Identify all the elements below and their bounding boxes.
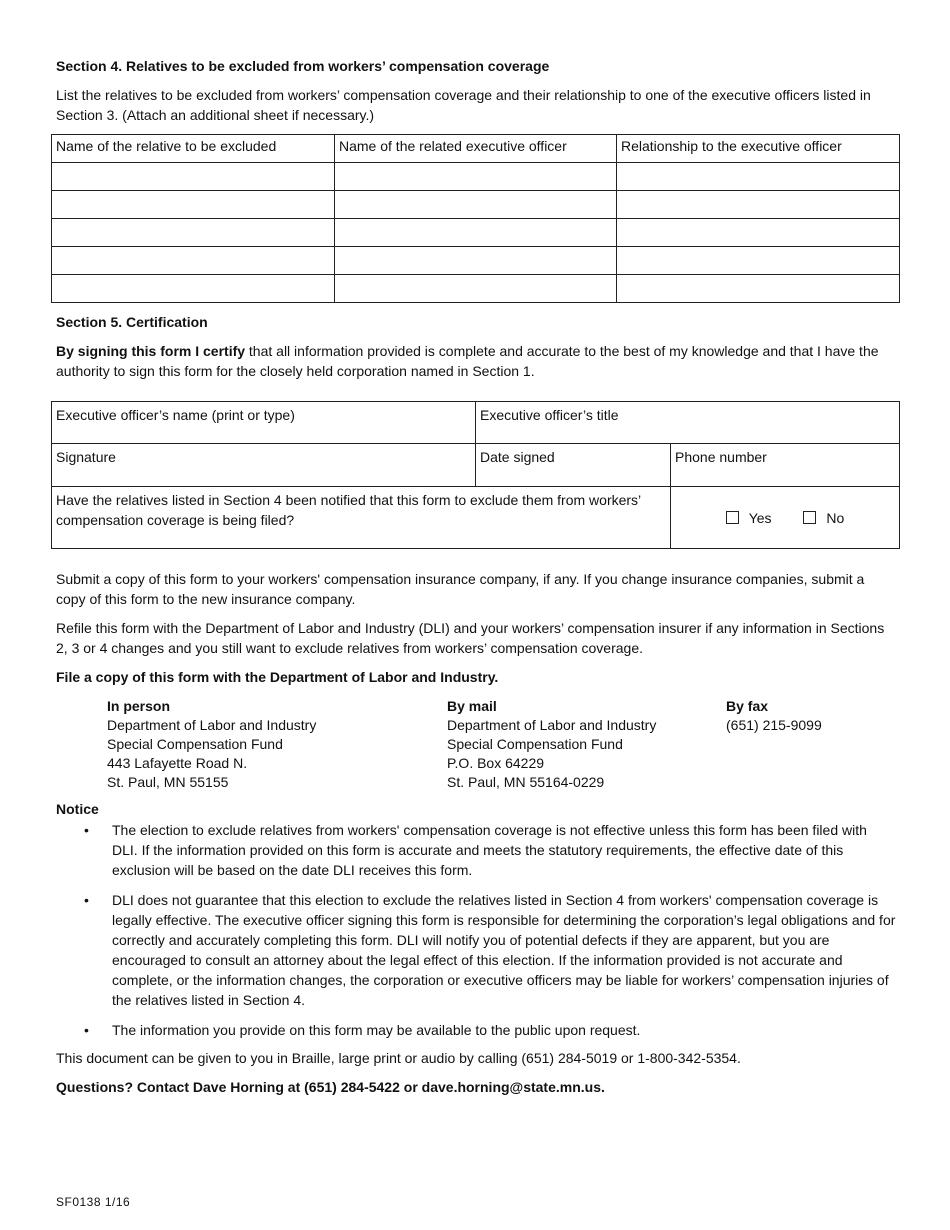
table-row bbox=[52, 275, 900, 303]
officer-title-label: Executive officer’s title bbox=[480, 407, 619, 423]
relative-name-cell[interactable] bbox=[52, 275, 335, 303]
officer-name-cell[interactable] bbox=[335, 275, 617, 303]
signature-field[interactable] bbox=[52, 444, 476, 487]
address-line: Special Compensation Fund bbox=[447, 736, 623, 752]
certification-table bbox=[51, 401, 900, 549]
section4-instructions: List the relatives to be excluded from workers’ compensation coverage and their relationship to one of the executive officers listed in Section 3. (Attach an additional sheet if necessary.) bbox=[56, 87, 871, 123]
relative-name-cell[interactable] bbox=[52, 163, 335, 191]
file-copy-heading: File a copy of this form with the Department of Labor and Industry. bbox=[56, 669, 499, 685]
address-line: St. Paul, MN 55164-0229 bbox=[447, 774, 605, 790]
address-line: P.O. Box 64229 bbox=[447, 755, 545, 771]
certification-statement bbox=[56, 341, 896, 381]
relationship-cell[interactable] bbox=[617, 247, 900, 275]
notified-answer bbox=[671, 487, 900, 549]
relationship-cell[interactable] bbox=[617, 275, 900, 303]
refile-instructions: Refile this form with the Department of Labor and Industry (DLI) and your workers’ compensation insurer if any information in Sections 2, 3 or 4 changes and you still want to exclude relatives from workers’ compensation coverage. bbox=[56, 620, 885, 656]
yes-checkbox[interactable] bbox=[726, 511, 739, 524]
yes-option[interactable] bbox=[726, 510, 772, 526]
by-mail-address bbox=[447, 697, 656, 792]
list-item: • The information you provide on this form may be available to the public upon request. bbox=[84, 1022, 641, 1038]
form-id: SF0138 1/16 bbox=[56, 1195, 131, 1209]
officer-title-field[interactable] bbox=[476, 402, 900, 444]
in-person-label: In person bbox=[107, 698, 171, 714]
table-row bbox=[52, 163, 900, 191]
table-row bbox=[52, 219, 900, 247]
column-header-officer: Name of the related executive officer bbox=[335, 135, 617, 163]
phone-number-field[interactable] bbox=[671, 444, 900, 487]
signature-label: Signature bbox=[56, 449, 116, 465]
by-fax-address bbox=[726, 697, 822, 735]
list-item: • DLI does not guarantee that this election to exclude the relatives listed in Section 4 from workers' compensation coverage is legally effective. The executive officer signing this form is responsible for determining the corporation’s legal obligations and for correctly and accurately completing this form. DLI will notify you of potential defects if they are apparent, but you are encouraged to consult an attorney about the legal effect of this election. If the information provided is not accurate and complete, or the information changes, the corporation or executive officers may be liable for workers’ compensation injuries of the relatives listed in Section 4. bbox=[84, 892, 896, 1008]
braille-notice: This document can be given to you in Braille, large print or audio by calling (651) 284-5019 or 1-800-342-5354. bbox=[56, 1050, 741, 1066]
table-row bbox=[52, 191, 900, 219]
yes-label: Yes bbox=[748, 509, 772, 526]
questions-contact: Questions? Contact Dave Horning at (651) 284-5422 or dave.horning@state.mn.us. bbox=[56, 1079, 605, 1095]
relative-name-cell[interactable] bbox=[52, 191, 335, 219]
bullet-icon: • bbox=[84, 892, 89, 908]
officer-name-field[interactable] bbox=[52, 402, 476, 444]
relationship-cell[interactable] bbox=[617, 163, 900, 191]
column-header-relationship: Relationship to the executive officer bbox=[617, 135, 900, 163]
no-checkbox[interactable] bbox=[803, 511, 816, 524]
no-option[interactable] bbox=[803, 510, 844, 526]
relatives-table bbox=[51, 134, 900, 303]
section4-heading: Section 4. Relatives to be excluded from workers’ compensation coverage bbox=[56, 58, 550, 74]
section5-heading: Section 5. Certification bbox=[56, 314, 208, 330]
address-line: Special Compensation Fund bbox=[107, 736, 283, 752]
by-mail-label: By mail bbox=[447, 698, 497, 714]
certify-bold: By signing this form I certify bbox=[56, 343, 246, 359]
address-line: 443 Lafayette Road N. bbox=[107, 755, 248, 771]
fax-number: (651) 215-9099 bbox=[726, 717, 822, 733]
officer-name-cell[interactable] bbox=[335, 219, 617, 247]
officer-name-cell[interactable] bbox=[335, 191, 617, 219]
officer-name-cell[interactable] bbox=[335, 163, 617, 191]
table-row bbox=[52, 247, 900, 275]
officer-name-cell[interactable] bbox=[335, 247, 617, 275]
date-signed-field[interactable] bbox=[476, 444, 671, 487]
table-header-row bbox=[52, 135, 900, 163]
submit-instructions: Submit a copy of this form to your workers' compensation insurance company, if any. If you change insurance companies, submit a copy of this form to the new insurance company. bbox=[56, 571, 865, 607]
date-signed-label: Date signed bbox=[480, 449, 555, 465]
bullet-icon: • bbox=[84, 1022, 89, 1038]
phone-number-label: Phone number bbox=[675, 449, 767, 465]
relationship-cell[interactable] bbox=[617, 219, 900, 247]
address-line: Department of Labor and Industry bbox=[107, 717, 317, 733]
bullet-icon: • bbox=[84, 822, 89, 838]
certify-rest: that all information provided is complete and accurate to the best of my knowledge and that I have the authority to sign this form for the closely held corporation named in Section 1. bbox=[56, 343, 879, 379]
list-item: • The election to exclude relatives from workers' compensation coverage is not effective unless this form has been filed with DLI. If the information provided on this form is accurate and meets the statutory requirements, the effective date of this exclusion will be based on the date DLI receives this form. bbox=[84, 822, 867, 878]
column-header-relative: Name of the relative to be excluded bbox=[52, 135, 335, 163]
address-line: St. Paul, MN 55155 bbox=[107, 774, 229, 790]
officer-name-label: Executive officer’s name (print or type) bbox=[56, 407, 295, 423]
no-label: No bbox=[826, 509, 845, 526]
by-fax-label: By fax bbox=[726, 698, 769, 714]
address-line: Department of Labor and Industry bbox=[447, 717, 657, 733]
relative-name-cell[interactable] bbox=[52, 219, 335, 247]
notified-question: Have the relatives listed in Section 4 been notified that this form to exclude them from workers’ compensation coverage is being filed? bbox=[52, 487, 671, 549]
notice-list bbox=[56, 820, 896, 1050]
notice-heading: Notice bbox=[56, 801, 99, 817]
in-person-address bbox=[107, 697, 316, 792]
relative-name-cell[interactable] bbox=[52, 247, 335, 275]
relationship-cell[interactable] bbox=[617, 191, 900, 219]
